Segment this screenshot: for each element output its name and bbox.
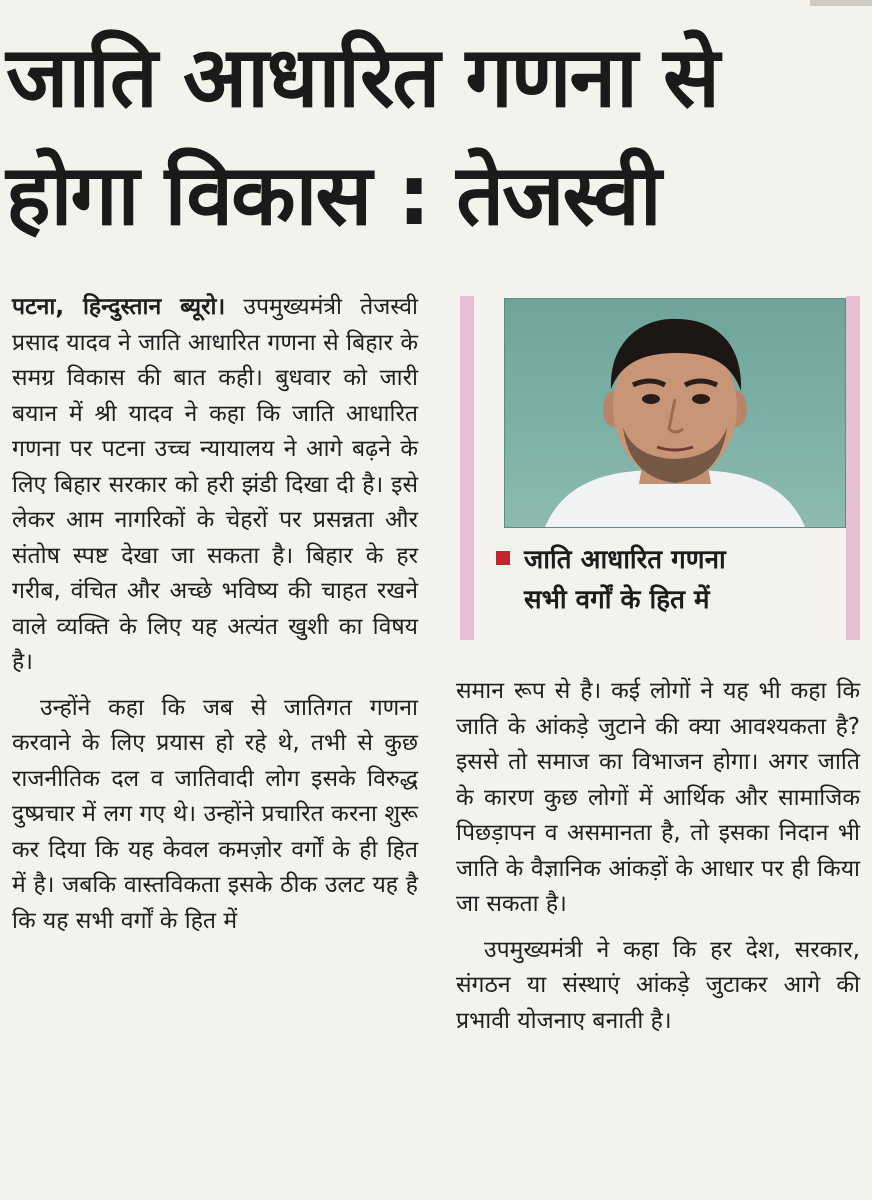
article-paragraph-4: उपमुख्यमंत्री ने कहा कि हर देश, सरकार, संगठन या संस्थाएं आंकड़े जुटाकर आगे की प्रभावी योजनाए बनाती है। — [456, 936, 860, 1034]
portrait-photo — [504, 298, 846, 528]
portrait-illustration — [505, 299, 845, 527]
headline-line-1: जाति आधारित गणना से — [6, 28, 718, 126]
left-column — [12, 290, 418, 939]
article-paragraph-2: उन्होंने कहा कि जब से जातिगत गणना करवाने के लिए प्रयास हो रहे थे, तभी से कुछ राजनीतिक दल व जातिवादी लोग इसके विरुद्ध दुष्प्रचार में लग गए थे। उन्होंने प्रचारित करना शुरू कर दिया कि यह केवल कमज़ोर वर्गों के ही हित में है। जबकि वास्तविकता इसके ठीक उलट यह है कि यह सभी वर्गों के हित में — [12, 694, 418, 934]
right-column — [456, 674, 860, 1039]
headline — [6, 18, 866, 254]
caption-line-2: सभी वर्गों के हित में — [524, 585, 710, 615]
paper-edge — [810, 0, 872, 6]
article-paragraph-3: समान रूप से है। कई लोगों ने यह भी कहा कि जाति के आंकड़े जुटाने की क्या आवश्यकता है? इससे तो समाज का विभाजन होगा। अगर जाति के कारण कुछ लोगों में आर्थिक और सामाजिक पिछड़ापन व असमानता है, तो इसका निदान भी जाति के वैज्ञानिक आंकड़ों के आधार पर ही किया जा सकता है। — [456, 678, 860, 917]
photo-box — [460, 296, 860, 640]
article-paragraph-1 — [12, 290, 418, 681]
dateline: पटना, हिन्दुस्तान ब्यूरो। — [12, 294, 226, 320]
red-square-bullet-icon — [496, 551, 510, 565]
caption-line-1: जाति आधारित गणना — [524, 545, 726, 575]
headline-line-2: होगा विकास : तेजस्वी — [6, 146, 660, 244]
paragraph-1-text: उपमुख्यमंत्री तेजस्वी प्रसाद यादव ने जाति आधारित गणना से बिहार के समग्र विकास की बात कही। बुधवार को जारी बयान में श्री यादव ने कहा कि जाति आधारित गणना पर पटना उच्च न्यायालय ने आगे बढ़ने के लिए बिहार सरकार को हरी झंडी दिखा दी है। इसे लेकर आम नागरिकों के चेहरों पर प्रसन्नता और संतोष स्पष्ट देखा जा सकता है। बिहार के हर गरीब, वंचित और अच्छे भविष्य की चाहत रखने वाले व्यक्ति के लिए यह अत्यंत खुशी का विषय है। — [12, 294, 418, 675]
photo-caption — [496, 540, 836, 620]
